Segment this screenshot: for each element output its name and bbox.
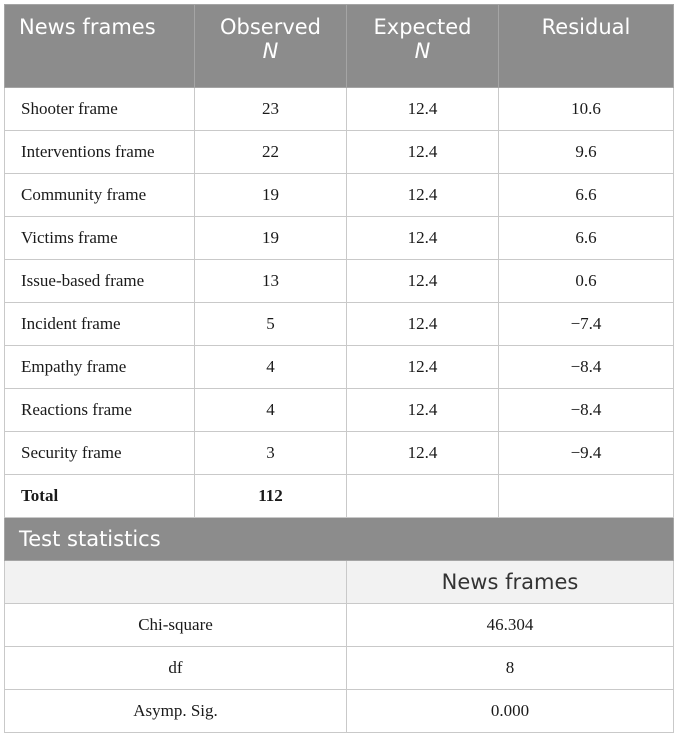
stat-row bbox=[5, 647, 674, 690]
frame-name: Reactions frame bbox=[5, 389, 195, 432]
table-row bbox=[5, 432, 674, 475]
header-news-frames: News frames bbox=[5, 5, 195, 88]
header-observed bbox=[195, 5, 347, 88]
header-residual: Residual bbox=[499, 5, 674, 88]
stat-label: Asymp. Sig. bbox=[5, 690, 347, 733]
residual-value: −8.4 bbox=[499, 346, 674, 389]
expected-value: 12.4 bbox=[347, 389, 499, 432]
test-statistics-header-empty bbox=[5, 561, 347, 604]
expected-value: 12.4 bbox=[347, 303, 499, 346]
observed-value: 22 bbox=[195, 131, 347, 174]
frame-name: Issue-based frame bbox=[5, 260, 195, 303]
stat-value: 8 bbox=[347, 647, 674, 690]
expected-value: 12.4 bbox=[347, 260, 499, 303]
residual-value: −7.4 bbox=[499, 303, 674, 346]
table-row bbox=[5, 131, 674, 174]
residual-value: 6.6 bbox=[499, 174, 674, 217]
observed-value: 4 bbox=[195, 389, 347, 432]
total-row bbox=[5, 475, 674, 518]
expected-value: 12.4 bbox=[347, 88, 499, 131]
header-expected-label: Expected bbox=[373, 15, 472, 39]
total-residual-empty bbox=[499, 475, 674, 518]
frame-name: Incident frame bbox=[5, 303, 195, 346]
test-statistics-header-row bbox=[5, 561, 674, 604]
frame-name: Victims frame bbox=[5, 217, 195, 260]
frame-name: Shooter frame bbox=[5, 88, 195, 131]
observed-value: 4 bbox=[195, 346, 347, 389]
frame-name: Interventions frame bbox=[5, 131, 195, 174]
stat-label: Chi-square bbox=[5, 604, 347, 647]
frame-name: Security frame bbox=[5, 432, 195, 475]
table-row bbox=[5, 174, 674, 217]
news-frames-table bbox=[4, 4, 674, 733]
table-row bbox=[5, 346, 674, 389]
residual-value: 10.6 bbox=[499, 88, 674, 131]
test-statistics-title: Test statistics bbox=[5, 518, 674, 561]
observed-value: 19 bbox=[195, 217, 347, 260]
frames-table-container bbox=[4, 4, 673, 733]
total-expected-empty bbox=[347, 475, 499, 518]
total-label: Total bbox=[5, 475, 195, 518]
expected-value: 12.4 bbox=[347, 131, 499, 174]
frame-name: Community frame bbox=[5, 174, 195, 217]
table-row bbox=[5, 88, 674, 131]
test-statistics-title-row bbox=[5, 518, 674, 561]
expected-value: 12.4 bbox=[347, 432, 499, 475]
header-observed-label: Observed bbox=[219, 15, 322, 39]
header-observed-symbol: N bbox=[262, 39, 279, 63]
expected-value: 12.4 bbox=[347, 174, 499, 217]
stat-value: 46.304 bbox=[347, 604, 674, 647]
residual-value: 9.6 bbox=[499, 131, 674, 174]
residual-value: 0.6 bbox=[499, 260, 674, 303]
residual-value: −8.4 bbox=[499, 389, 674, 432]
header-expected bbox=[347, 5, 499, 88]
header-row bbox=[5, 5, 674, 88]
frame-name: Empathy frame bbox=[5, 346, 195, 389]
residual-value: 6.6 bbox=[499, 217, 674, 260]
expected-value: 12.4 bbox=[347, 217, 499, 260]
stat-label: df bbox=[5, 647, 347, 690]
total-observed: 112 bbox=[195, 475, 347, 518]
observed-value: 5 bbox=[195, 303, 347, 346]
observed-value: 19 bbox=[195, 174, 347, 217]
table-row bbox=[5, 217, 674, 260]
stat-row bbox=[5, 604, 674, 647]
test-statistics-column-header: News frames bbox=[347, 561, 674, 604]
expected-value: 12.4 bbox=[347, 346, 499, 389]
header-expected-symbol: N bbox=[414, 39, 431, 63]
observed-value: 3 bbox=[195, 432, 347, 475]
observed-value: 23 bbox=[195, 88, 347, 131]
stat-value: 0.000 bbox=[347, 690, 674, 733]
residual-value: −9.4 bbox=[499, 432, 674, 475]
stat-row bbox=[5, 690, 674, 733]
table-row bbox=[5, 303, 674, 346]
table-row bbox=[5, 389, 674, 432]
observed-value: 13 bbox=[195, 260, 347, 303]
table-row bbox=[5, 260, 674, 303]
